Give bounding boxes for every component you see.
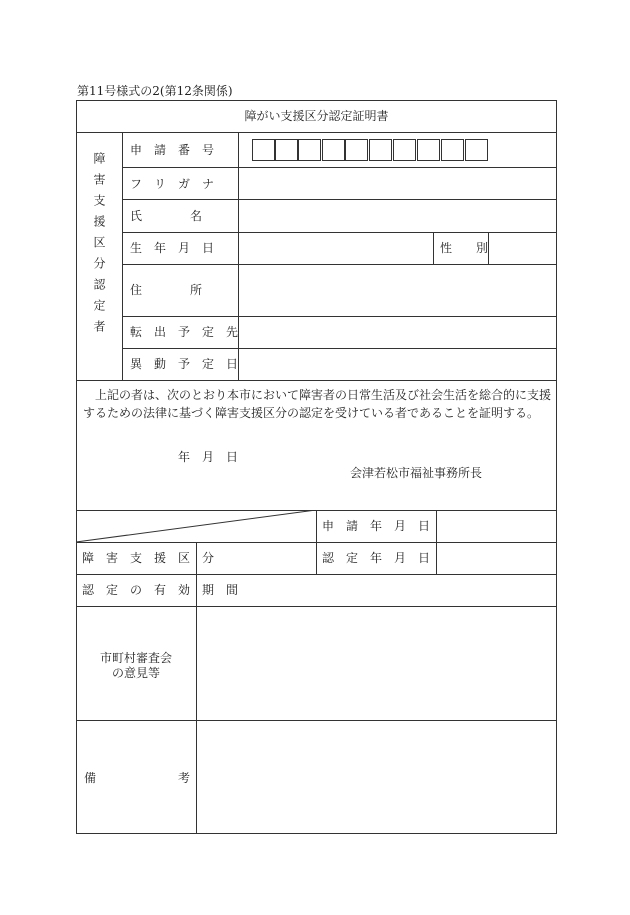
label-birthdate: 生 年 月 日 [130,241,215,255]
lower-row-line-3 [76,606,557,607]
lower-row-line-1 [76,542,557,543]
frame-right-lower [556,510,557,834]
label-support-category: 障 害 支 援 区 分 [82,551,215,565]
application-number-box[interactable] [252,139,275,161]
application-number-box[interactable] [298,139,321,161]
certification-statement: 上記の者は、次のとおり本市において障害者の日常生活及び社会生活を総合的に支援するための法律に基づく障害支援区分の認定を受けている者であることを証明する。 [83,388,552,420]
label-address: 住 所 [130,283,203,297]
label-change-date: 異 動 予 定 日 [130,357,239,371]
application-number-box[interactable] [393,139,416,161]
label-name: 氏 名 [130,209,203,223]
row-line-4 [122,264,556,265]
application-number-box[interactable] [441,139,464,161]
row-line-6 [122,348,556,349]
label-validity-period: 認 定 の 有 効 期 間 [82,583,239,597]
applicant-block-bottom [76,380,557,381]
lower-row-line-4 [76,720,557,721]
application-number-box[interactable] [465,139,488,161]
side-label: 障害支援区分認定者 [92,152,106,341]
row-line-5 [122,316,556,317]
application-number-box[interactable] [345,139,368,161]
application-number-box[interactable] [417,139,440,161]
application-number-box[interactable] [369,139,392,161]
label-value-divider [238,132,239,380]
label-application-date: 申 請 年 月 日 [322,519,431,533]
label-remarks-left: 備 [84,771,97,785]
label-gender: 性 別 [440,241,489,255]
frame-left-upper [76,100,77,510]
issuer-name: 会津若松市福祉事務所長 [350,466,483,480]
label-transfer-destination: 転 出 予 定 先 [130,325,239,339]
label-council-opinion-1: 市町村審査会 [99,651,172,665]
diagonal-slash [76,510,316,542]
label-furigana: フ リ ガ ナ [130,177,215,191]
frame-right-upper [556,100,557,510]
application-number-box[interactable] [275,139,298,161]
label-remarks-right: 考 [178,771,191,785]
application-number-box[interactable] [322,139,345,161]
frame-top [76,100,557,101]
label-council-opinion-2: の意見等 [111,666,160,680]
row-line-1 [122,167,556,168]
gender-divider-left [433,232,434,264]
label-certification-date: 認 定 年 月 日 [322,551,431,565]
frame-bottom [76,833,557,834]
row-line-3 [122,232,556,233]
form-title: 障がい支援区分認定証明書 [244,109,389,123]
title-divider [76,132,557,133]
lower-row-line-2 [76,574,557,575]
form-number: 第11号様式の2(第12条関係) [77,84,233,98]
label-application-number: 申 請 番 号 [130,143,215,157]
gender-divider-right [488,232,489,264]
row-line-2 [122,199,556,200]
date-line: 年 月 日 [178,450,239,464]
side-label-divider [122,132,123,380]
